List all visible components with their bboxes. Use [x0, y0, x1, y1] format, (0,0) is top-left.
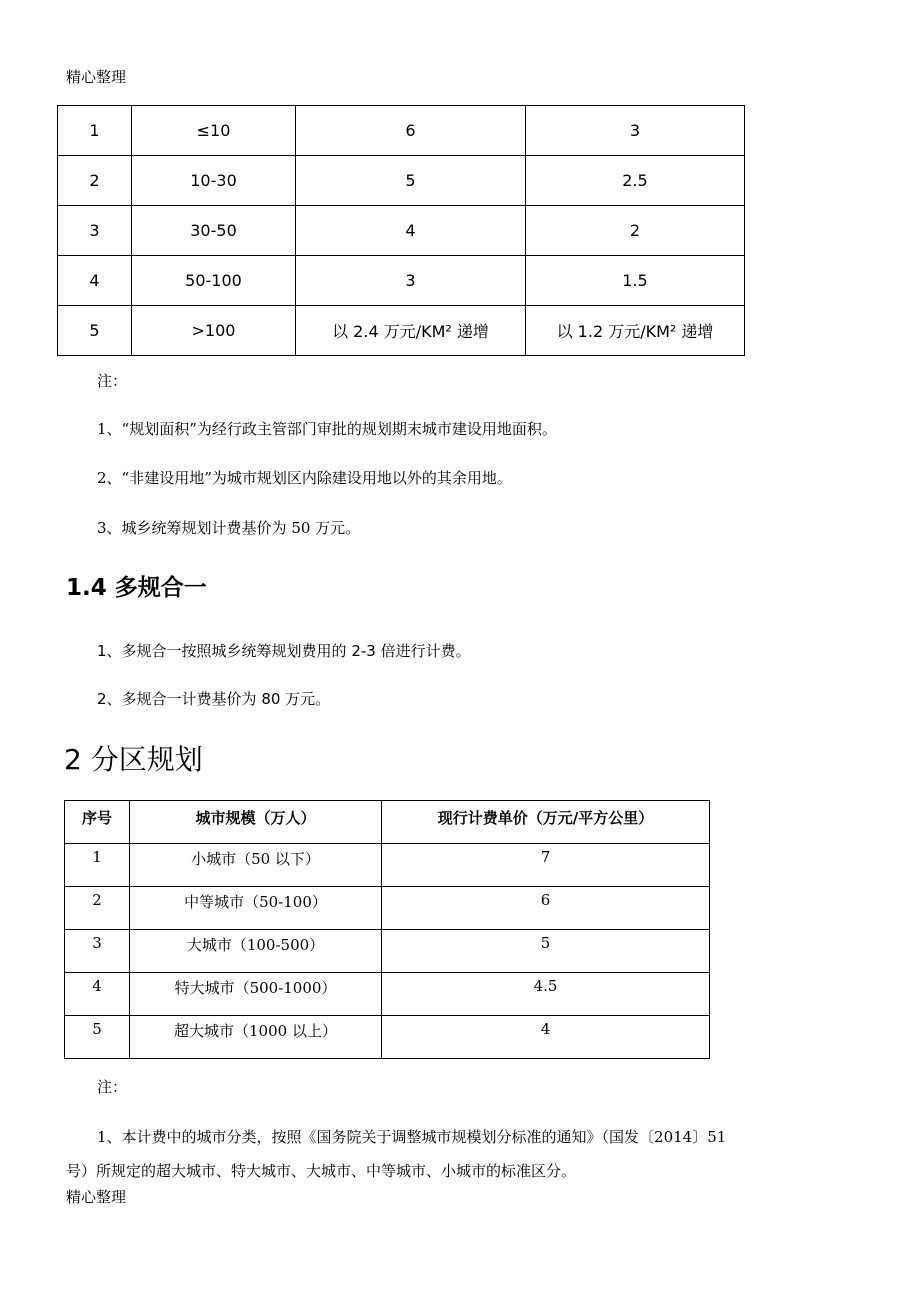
paragraph: 1、多规合一按照城乡统筹规划费用的 2-3 倍进行计费。: [97, 642, 471, 660]
table-cell: 5: [296, 156, 526, 206]
table-row: [58, 306, 745, 356]
table-cell: 3: [65, 930, 130, 973]
table-cell: 4: [382, 1016, 710, 1059]
table-row: [65, 844, 710, 887]
table-cell: 6: [382, 887, 710, 930]
section-heading: 1.4 多规合一: [66, 575, 207, 601]
table-cell: 3: [296, 256, 526, 306]
table-cell: 超大城市（1000 以上）: [130, 1016, 382, 1059]
table-cell: 4: [58, 256, 132, 306]
table-cell: 大城市（100-500）: [130, 930, 382, 973]
table-cell: 5: [65, 1016, 130, 1059]
table-cell: 2: [65, 887, 130, 930]
note-label: 注：: [97, 372, 128, 390]
table-cell: 4: [65, 973, 130, 1016]
table-cell: 特大城市（500-1000）: [130, 973, 382, 1016]
column-header: 现行计费单价（万元/平方公里）: [382, 801, 710, 844]
table-cell: 以 2.4 万元/KM² 递增: [296, 306, 526, 356]
table-cell: 10-30: [132, 156, 296, 206]
table-cell: 30-50: [132, 206, 296, 256]
table-cell: 1: [58, 106, 132, 156]
table-cell: 以 1.2 万元/KM² 递增: [526, 306, 745, 356]
table-cell: 小城市（50 以下）: [130, 844, 382, 887]
table-cell: 4.5: [382, 973, 710, 1016]
note-item: 1、“规划面积”为经行政主管部门审批的规划期末城市建设用地面积。: [97, 420, 557, 438]
table-row: [65, 1016, 710, 1059]
table-cell: 4: [296, 206, 526, 256]
table-cell: 5: [58, 306, 132, 356]
table-cell: 3: [58, 206, 132, 256]
note-item: 3、城乡统筹规划计费基价为 50 万元。: [97, 519, 361, 537]
page-header: 精心整理: [66, 68, 127, 86]
table-cell: ≤10: [132, 106, 296, 156]
table-row: [65, 930, 710, 973]
paragraph: 2、多规合一计费基价为 80 万元。: [97, 690, 331, 708]
table-cell: 2: [58, 156, 132, 206]
table-header-row: [65, 801, 710, 844]
table-cell: 5: [382, 930, 710, 973]
table-cell: 2: [526, 206, 745, 256]
note-label: 注：: [97, 1078, 128, 1096]
note-item-continued: 号）所规定的超大城市、特大城市、大城市、中等城市、小城市的标准区分。: [66, 1162, 577, 1180]
page-footer: 精心整理: [66, 1188, 127, 1206]
table-row: [58, 156, 745, 206]
note-item: 1、本计费中的城市分类，按照《国务院关于调整城市规模划分标准的通知》（国发〔2014〕51: [97, 1128, 727, 1146]
table-cell: >100: [132, 306, 296, 356]
table-row: [58, 106, 745, 156]
table-row: [58, 206, 745, 256]
table-row: [65, 887, 710, 930]
table-cell: 3: [526, 106, 745, 156]
section-heading: 2 分区规划: [64, 743, 203, 776]
table-cell: 1: [65, 844, 130, 887]
table-cell: 7: [382, 844, 710, 887]
fee-table-1: [57, 105, 745, 356]
table-row: [65, 973, 710, 1016]
table-cell: 50-100: [132, 256, 296, 306]
table-cell: 中等城市（50-100）: [130, 887, 382, 930]
table-cell: 2.5: [526, 156, 745, 206]
table-cell: 6: [296, 106, 526, 156]
note-item: 2、“非建设用地”为城市规划区内除建设用地以外的其余用地。: [97, 469, 512, 487]
column-header: 序号: [65, 801, 130, 844]
fee-table-2: [64, 800, 710, 1059]
column-header: 城市规模（万人）: [130, 801, 382, 844]
table-row: [58, 256, 745, 306]
table-cell: 1.5: [526, 256, 745, 306]
